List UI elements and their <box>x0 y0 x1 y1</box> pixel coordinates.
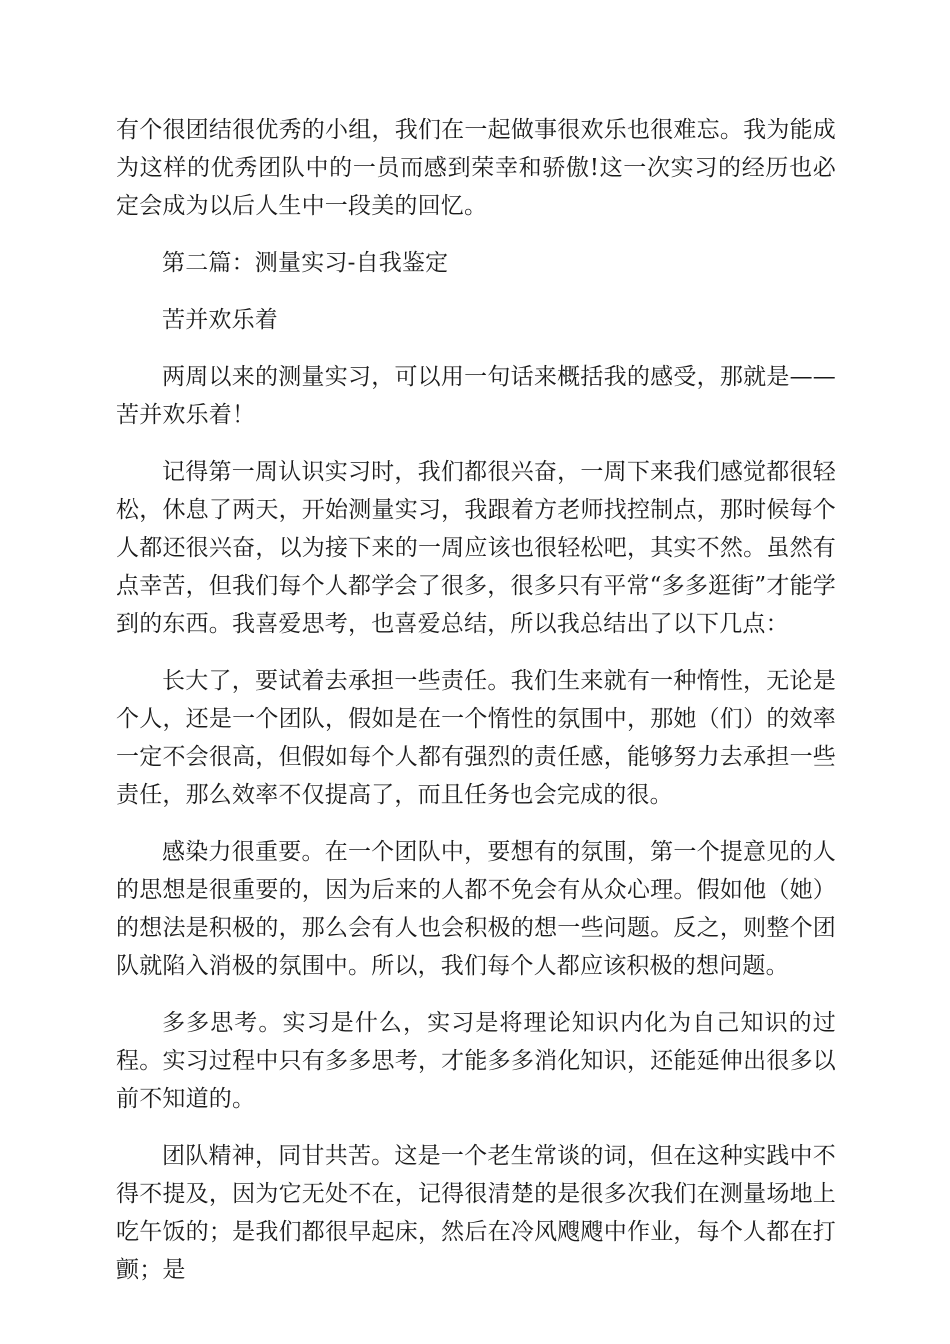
paragraph-thinking: 多多思考。实习是什么，实习是将理论知识内化为自己知识的过程。实习过程中只有多多思考，才能多多消化知识，还能延伸出很多以前不知道的。 <box>116 1010 836 1112</box>
paragraph-responsibility: 长大了，要试着去承担一些责任。我们生来就有一种惰性，无论是个人，还是一个团队，假如是在一个惰性的氛围中，那她（们）的效率一定不会很高，但假如每个人都有强烈的责任感，能够努力去承担一些责任，那么效率不仅提高了，而且任务也会完成的很。 <box>116 668 836 808</box>
section-heading: 第二篇：测量实习-自我鉴定 <box>162 250 449 276</box>
paragraph-team-spirit: 团队精神，同甘共苦。这是一个老生常谈的词，但在这种实践中不得不提及，因为它无处不在，记得很清楚的是很多次我们在测量场地上吃午饭的；是我们都很早起床，然后在冷风飕飕中作业，每个人都在打颤；是 <box>116 1143 836 1283</box>
paragraph-intro: 两周以来的测量实习，可以用一句话来概括我的感受，那就是——苦并欢乐着！ <box>116 364 836 428</box>
essay-title: 苦并欢乐着 <box>162 307 278 333</box>
paragraph-influence: 感染力很重要。在一个团队中，要想有的氛围，第一个提意见的人的思想是很重要的，因为后来的人都不免会有从众心理。假如他（她）的想法是积极的，那么会有人也会积极的想一些问题。反之，则整个团队就陷入消极的氛围中。所以，我们每个人都应该积极的想问题。 <box>116 839 836 979</box>
paragraph-first-week: 记得第一周认识实习时，我们都很兴奋，一周下来我们感觉都很轻松，休息了两天，开始测量实习，我跟着方老师找控制点，那时候每个人都还很兴奋，以为接下来的一周应该也很轻松吧，其实不然。虽然有点幸苦，但我们每个人都学会了很多，很多只有平常“多多逛街”才能学到的东西。我喜爱思考，也喜爱总结，所以我总结出了以下几点： <box>116 459 836 637</box>
document-body <box>116 111 836 1308</box>
paragraph-continuation: 有个很团结很优秀的小组，我们在一起做事很欢乐也很难忘。我为能成为这样的优秀团队中的一员而感到荣幸和骄傲!这一次实习的经历也必定会成为以后人生中一段美的回忆。 <box>116 117 836 219</box>
